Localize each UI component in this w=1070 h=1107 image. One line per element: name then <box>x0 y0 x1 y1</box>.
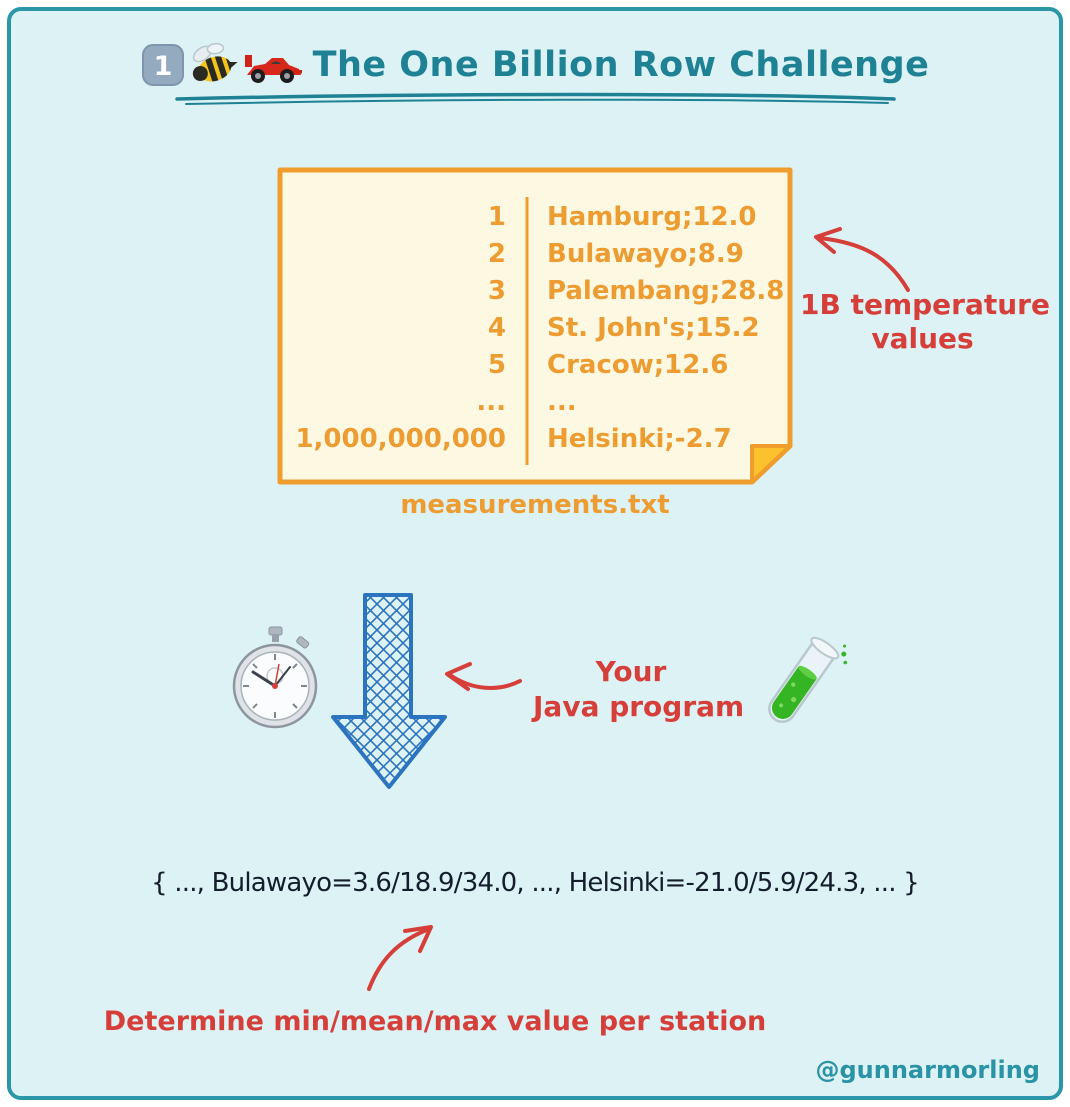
program-annotation-line2: Java program <box>533 690 745 723</box>
row-value: Palembang;28.8 <box>547 275 785 306</box>
file-rows <box>275 198 795 457</box>
line-number: 5 <box>487 349 506 380</box>
output-annotation: Determine min/mean/max value per station <box>103 1006 767 1037</box>
page-title: The One Billion Row Challenge <box>312 45 930 85</box>
line-number: 1 <box>487 201 506 232</box>
header <box>0 40 1070 90</box>
title-emojis <box>141 40 303 90</box>
down-arrow <box>325 591 467 793</box>
file-row <box>275 383 795 420</box>
test-tube-icon <box>744 628 854 742</box>
program-annotation <box>533 654 745 724</box>
racing-car-icon <box>243 43 303 87</box>
program-annotation-line1: Your <box>595 655 667 688</box>
stopwatch-icon <box>230 626 320 732</box>
file-row <box>275 309 795 346</box>
line-number: 3 <box>487 275 506 306</box>
row-value: St. John's;15.2 <box>547 312 760 343</box>
result-line: { ..., Bulawayo=3.6/18.9/34.0, ..., Helsinki=-21.0/5.9/24.3, ... } <box>151 868 919 898</box>
input-annotation <box>800 288 1050 356</box>
input-annotation-line2: values <box>871 322 974 355</box>
input-annotation-line1: 1B temperature <box>800 288 1050 321</box>
line-number: 4 <box>487 312 506 343</box>
row-value: Helsinki;-2.7 <box>547 423 732 454</box>
line-number: ... <box>476 386 506 417</box>
file-row <box>275 420 795 457</box>
file-row <box>275 198 795 235</box>
row-value: ... <box>547 386 577 417</box>
measurements-note <box>275 165 795 487</box>
row-value: Bulawayo;8.9 <box>547 238 744 269</box>
bee-icon <box>187 40 241 90</box>
file-row <box>275 272 795 309</box>
file-row <box>275 235 795 272</box>
keycap-one-icon <box>141 43 185 87</box>
filename-label: measurements.txt <box>400 490 670 520</box>
file-row <box>275 346 795 383</box>
line-number: 2 <box>487 238 506 269</box>
author-handle: @gunnarmorling <box>815 1056 1040 1084</box>
row-value: Hamburg;12.0 <box>547 201 757 232</box>
line-number: 1,000,000,000 <box>295 423 506 454</box>
row-value: Cracow;12.6 <box>547 349 729 380</box>
svg-text:1: 1 <box>153 51 172 82</box>
